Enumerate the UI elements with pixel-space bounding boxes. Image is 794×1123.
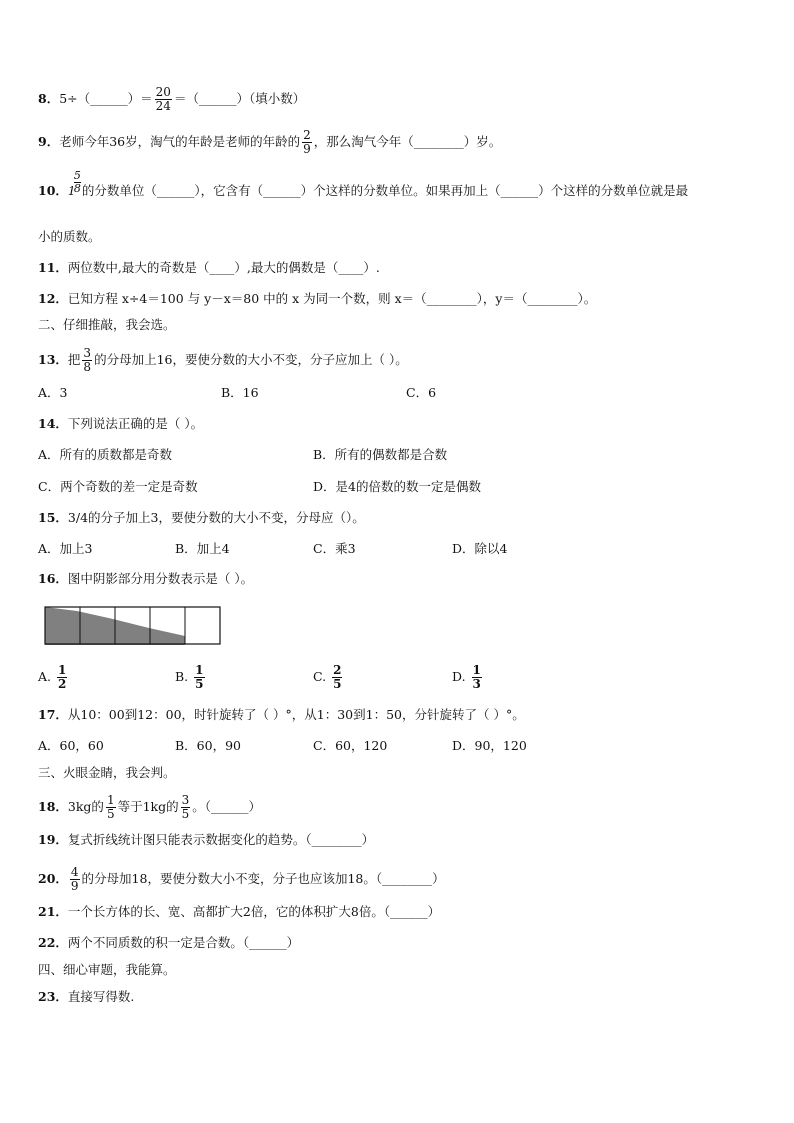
option-a[interactable]: A. $\frac{1}{2}$: [38, 663, 67, 691]
question-19: 19．复式折线统计图只能表示数据变化的趋势。（________）: [38, 832, 375, 847]
answer-blank[interactable]: ________: [413, 134, 464, 149]
fraction: $\frac{1}{5}$: [106, 793, 115, 821]
fraction: $\frac{20}{24}$: [155, 85, 171, 113]
fraction: $\frac{2}{9}$: [303, 128, 311, 156]
option-b[interactable]: B．所有的偶数都是合数: [313, 447, 448, 462]
question-11: 11．两位数中,最大的奇数是（____）,最大的偶数是（____）.: [38, 260, 380, 275]
question-15: 15．3/4的分子加上3，要使分数的大小不变，分母应（）。: [38, 510, 365, 525]
answer-blank[interactable]: ______: [198, 91, 237, 106]
question-12: 12．已知方程 x÷4＝100 与 y－x＝80 中的 x 为同一个数，则 x＝（________），y＝（________）。: [38, 291, 597, 306]
question-17: 17．从10：00到12：00，时针旋转了（ ）°，从1：30到1：50，分针旋转了（ ）°。: [38, 707, 525, 722]
option-c[interactable]: C．乘3: [313, 541, 356, 556]
question-16: 16．图中阴影部分用分数表示是（ ）。: [38, 571, 254, 586]
question-9: 9．老师今年36岁，淘气的年龄是老师的年龄的 $\frac{2}{9}$ ，那么淘气今年（________）岁。: [38, 128, 502, 156]
option-d[interactable]: D. $\frac{1}{3}$: [452, 663, 481, 691]
option-b[interactable]: B．加上4: [175, 541, 230, 556]
option-d[interactable]: D．是4的倍数的数一定是偶数: [313, 479, 481, 494]
mixed-fraction: 1 5 8: [67, 169, 81, 198]
question-21: 21．一个长方体的长、宽、高都扩大2倍，它的体积扩大8倍。（______）: [38, 904, 441, 919]
option-c[interactable]: C．60，120: [313, 738, 388, 753]
section-4-heading: 四、细心审题，我能算。: [38, 962, 176, 977]
option-d[interactable]: D．90，120: [452, 738, 527, 753]
section-3-heading: 三、火眼金睛，我会判。: [38, 765, 176, 780]
option-b[interactable]: B．16: [221, 385, 259, 400]
question-23: 23．直接写得数.: [38, 989, 135, 1004]
option-b[interactable]: B. $\frac{1}{5}$: [175, 663, 204, 691]
fraction: $\frac{4}{9}$: [70, 865, 79, 893]
option-a[interactable]: A．60，60: [38, 738, 104, 753]
question-8: 8．5÷（______）＝ $\frac{20}{24}$ ＝（______）（填小数）: [38, 85, 306, 113]
question-20: 20． $\frac{4}{9}$ 的分母加18，要使分数大小不变，分子也应该加18。（________）: [38, 865, 445, 893]
question-10: 10． 1 5 8 的分数单位（______），它含有（______）个这样的分数单位。如果再加上（______）个这样的分数单位就是最: [38, 169, 689, 198]
question-22: 22．两个不同质数的积一定是合数。（______）: [38, 935, 300, 950]
option-d[interactable]: D．除以4: [452, 541, 508, 556]
option-b[interactable]: B．60，90: [175, 738, 241, 753]
fraction: $\frac{3}{8}$: [83, 346, 92, 374]
shaded-strip-figure: [44, 606, 222, 646]
option-c[interactable]: C．两个奇数的差一定是奇数: [38, 479, 198, 494]
fraction: $\frac{3}{5}$: [181, 793, 190, 821]
option-a[interactable]: A．所有的质数都是奇数: [38, 447, 173, 462]
question-13: 13．把 $\frac{3}{8}$ 的分母加上16，要使分数的大小不变，分子应加上（ ）。: [38, 346, 408, 374]
option-c[interactable]: C. $\frac{2}{5}$: [313, 663, 342, 691]
question-10-continued: 小的质数。: [38, 229, 101, 244]
option-a[interactable]: A．加上3: [38, 541, 93, 556]
answer-blank[interactable]: ______: [90, 91, 128, 106]
question-18: 18．3kg的 $\frac{1}{5}$ 等于1kg的 $\frac{3}{5}$ 。（______）: [38, 793, 262, 821]
option-a[interactable]: A．3: [38, 385, 68, 400]
question-14: 14．下列说法正确的是（ ）。: [38, 416, 204, 431]
section-2-heading: 二、仔细推敲，我会选。: [38, 317, 176, 332]
option-c[interactable]: C．6: [406, 385, 437, 400]
